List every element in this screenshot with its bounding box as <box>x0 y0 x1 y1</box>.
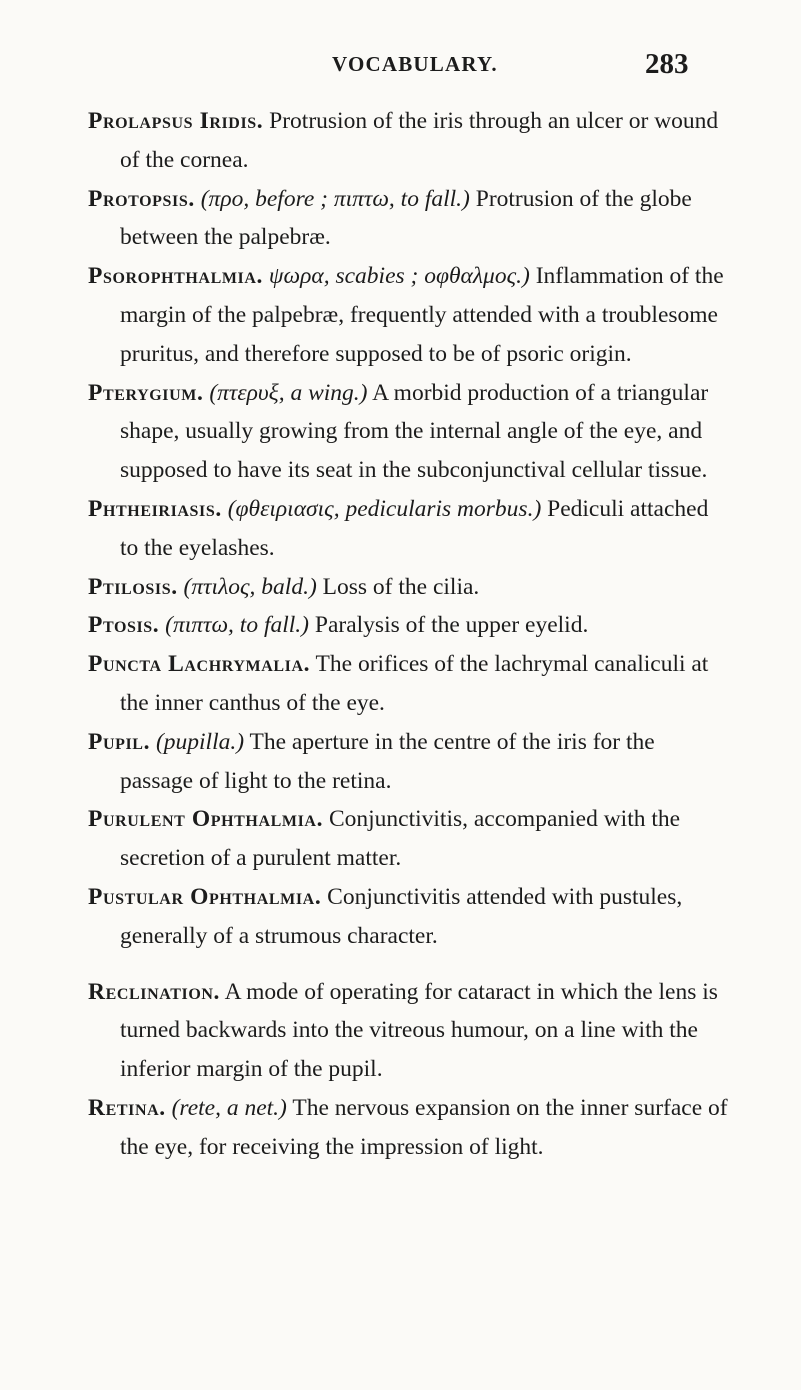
entry-puncta-lachrymalia <box>88 645 728 723</box>
entry-term: Phtheiriasis. <box>88 495 222 522</box>
entry-term: Psorophthalmia. <box>88 263 264 290</box>
entry-etymology: (rete, a net.) <box>171 1094 287 1121</box>
entry-term: Pustular Ophthalmia. <box>88 883 322 910</box>
entry-term: Ptilosis. <box>88 573 178 600</box>
entry-definition: A morbid production of a triangular shape, usually growing from the internal angle of the eye, and supposed to have its seat in the subconjunctival cellular tissue. <box>120 379 709 484</box>
entry-definition: The aperture in the centre of the iris for the passage of light to the retina. <box>120 728 655 794</box>
page-number: 283 <box>645 48 689 80</box>
entry-etymology: ψωρα, scabies ; οφθαλμος.) <box>268 263 530 290</box>
entry-prolapsus-iridis <box>88 102 728 180</box>
entry-definition: A mode of operating for cataract in which the lens is turned backwards into the vitreous humour, on a line with the inferior margin of the pupil. <box>120 978 718 1083</box>
entry-etymology: (pupilla.) <box>155 728 245 755</box>
entry-etymology: (προ, before ; πιπτω, to fall.) <box>200 185 470 212</box>
entry-reclination <box>88 973 728 1089</box>
entry-definition: Loss of the cilia. <box>322 573 480 600</box>
entry-definition: Inflammation of the margin of the palpebræ, frequently attended with a troublesome pruritus, and therefore supposed to be of psoric origin. <box>120 263 724 367</box>
entry-definition: Conjunctivitis, accompanied with the secretion of a purulent matter. <box>120 806 681 872</box>
entry-term: Ptosis. <box>88 612 160 639</box>
entry-retina <box>88 1089 728 1167</box>
entry-term: Reclination. <box>88 978 220 1005</box>
entry-etymology: (πτερυξ, a wing.) <box>209 379 368 406</box>
entry-etymology: (φθειριασις, pedicularis morbus.) <box>227 495 542 522</box>
entry-ptosis <box>88 606 728 645</box>
entry-protopsis <box>88 180 728 258</box>
entry-definition: Protrusion of the iris through an ulcer or wound of the cornea. <box>120 108 719 173</box>
page-header <box>0 48 801 88</box>
running-head: VOCABULARY. <box>332 52 498 76</box>
entry-etymology: (πτιλος, bald.) <box>183 573 317 600</box>
vocabulary-entries <box>88 102 728 1167</box>
entry-term: Pterygium. <box>88 379 204 406</box>
entry-definition: Paralysis of the upper eyelid. <box>314 612 589 639</box>
entry-definition: The nervous expansion on the inner surface of the eye, for receiving the impression of light. <box>120 1094 728 1160</box>
entry-term: Prolapsus Iridis. <box>88 108 264 134</box>
entry-term: Pupil. <box>88 728 151 755</box>
entry-definition: Conjunctivitis attended with pustules, generally of a strumous character. <box>120 883 683 949</box>
entry-phtheiriasis <box>88 490 728 568</box>
entry-definition: Pediculi attached to the eyelashes. <box>120 495 709 561</box>
entry-ptilosis <box>88 568 728 607</box>
entry-definition: The orifices of the lachrymal canaliculi at the inner canthus of the eye. <box>120 651 709 716</box>
entry-term: Protopsis. <box>88 185 195 212</box>
entry-pupil <box>88 723 728 801</box>
entry-definition: Protrusion of the globe between the palpebræ. <box>120 185 692 251</box>
entry-etymology: (πιπτω, to fall.) <box>165 612 310 639</box>
entry-purulent-ophthalmia <box>88 800 728 878</box>
entry-term: Retina. <box>88 1094 166 1121</box>
entry-psorophthalmia <box>88 257 728 373</box>
entry-term: Purulent Ophthalmia. <box>88 806 324 833</box>
entry-pustular-ophthalmia <box>88 878 728 956</box>
entry-pterygium <box>88 374 728 490</box>
entry-term: Puncta Lachrymalia. <box>88 651 311 678</box>
